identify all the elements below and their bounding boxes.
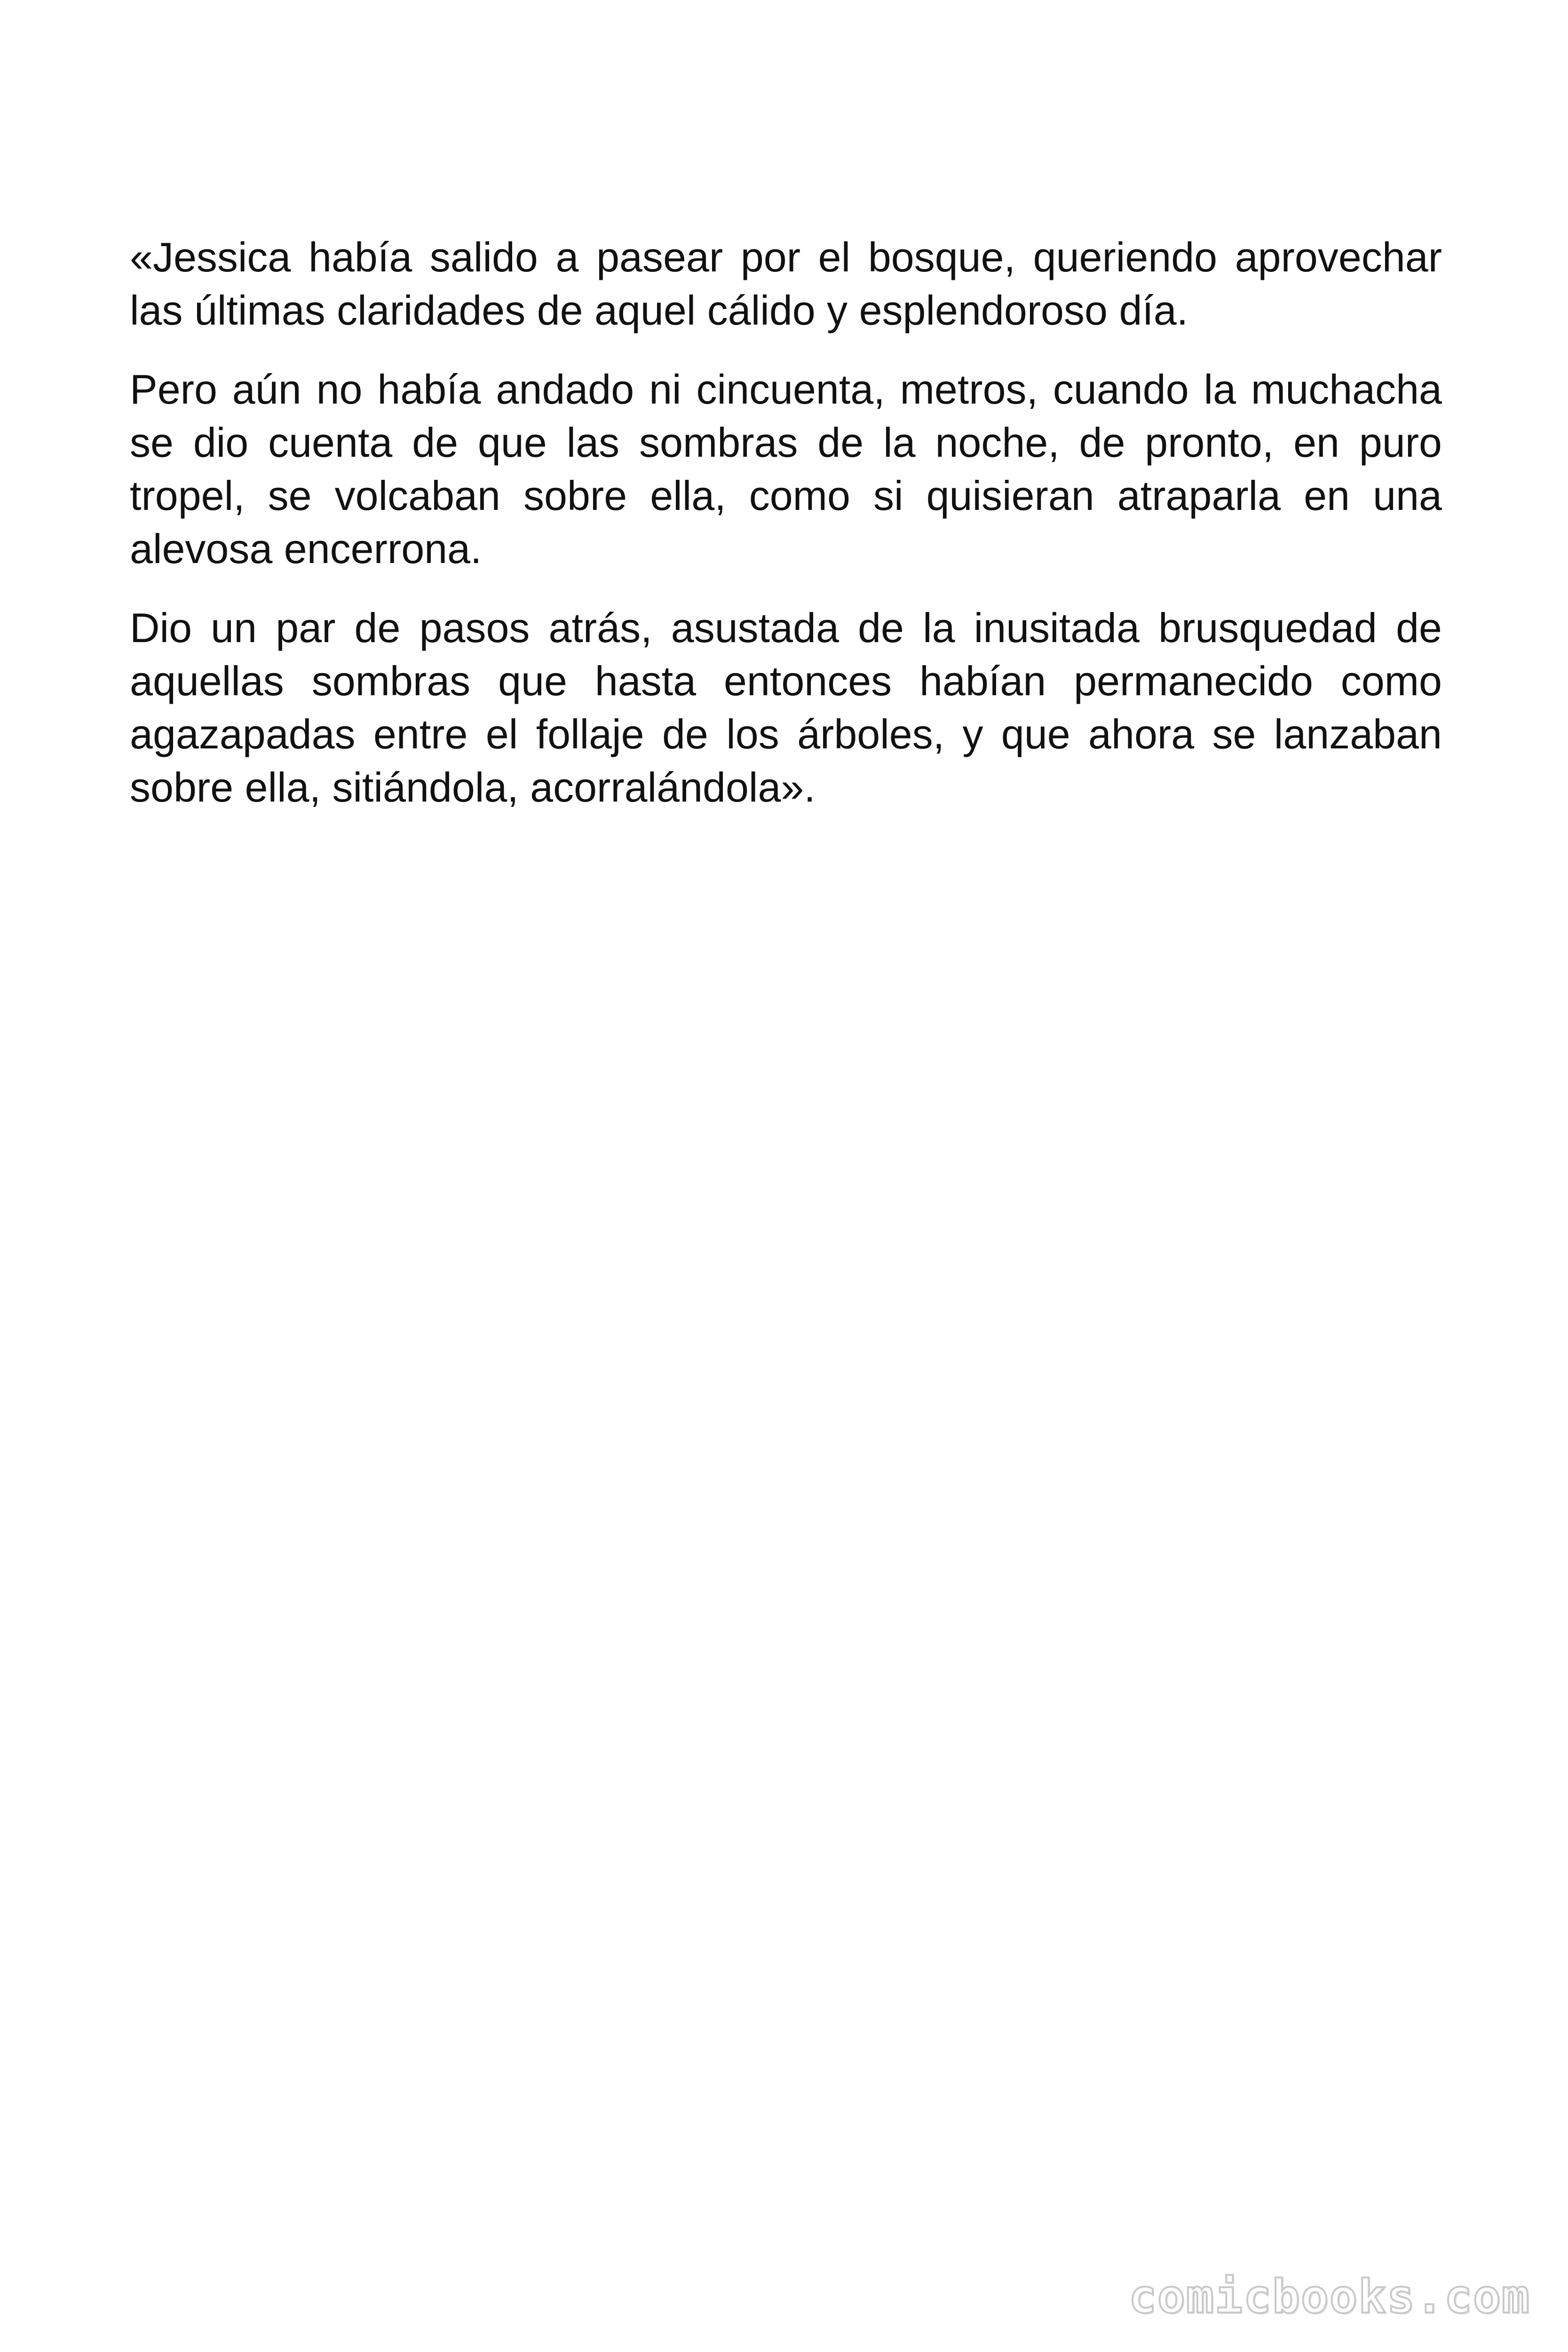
paragraph-2: Pero aún no había andado ni cincuenta, metros, cuando la muchacha se dio cuenta de que las sombras de la noche, de pronto, en puro tropel, se volcaban sobre ella, como si quisieran atraparla en una alevosa encerrona. xyxy=(130,366,1442,572)
paragraph-1: «Jessica había salido a pasear por el bosque, queriendo aprovechar las últimas claridades de aquel cálido y esplendoroso día. xyxy=(130,234,1442,334)
watermark: comicbooks.com xyxy=(1128,2270,1530,2324)
body-text xyxy=(130,230,1442,840)
paragraph-3: Dio un par de pasos atrás, asustada de la inusitada brusquedad de aquellas sombras que hasta entonces habían permanecido como agazapadas entre el follaje de los árboles, y que ahora se lanzaban sobre ella, sitiándola, acorralándola». xyxy=(130,604,1442,810)
